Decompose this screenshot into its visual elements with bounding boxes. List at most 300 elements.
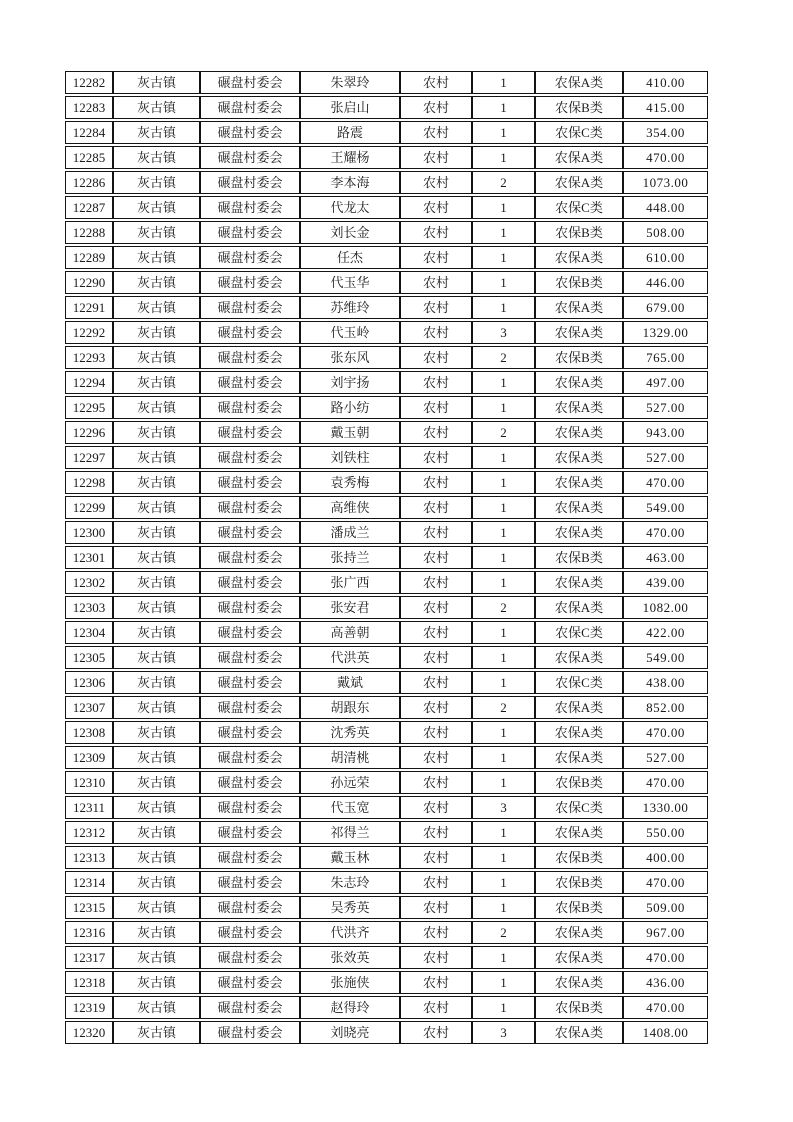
- cell-name: 高维侠: [300, 496, 400, 519]
- table-row: [65, 521, 708, 544]
- cell-name: 代龙太: [300, 196, 400, 219]
- cell-name: 张东风: [300, 346, 400, 369]
- cell-name: 赵得玲: [300, 996, 400, 1019]
- cell-residence: 农村: [400, 871, 472, 894]
- cell-residence: 农村: [400, 246, 472, 269]
- table-row: [65, 1021, 708, 1044]
- cell-count: 1: [472, 446, 535, 469]
- cell-amount: 1073.00: [623, 171, 708, 194]
- table-row: [65, 446, 708, 469]
- table-row: [65, 471, 708, 494]
- cell-village: 碾盘村委会: [200, 921, 300, 944]
- cell-residence: 农村: [400, 621, 472, 644]
- cell-id: 12296: [65, 421, 113, 444]
- cell-amount: 439.00: [623, 571, 708, 594]
- cell-town: 灰古镇: [113, 621, 200, 644]
- cell-category: 农保C类: [535, 796, 623, 819]
- cell-id: 12286: [65, 171, 113, 194]
- cell-name: 苏维玲: [300, 296, 400, 319]
- cell-residence: 农村: [400, 796, 472, 819]
- cell-count: 1: [472, 971, 535, 994]
- cell-name: 代洪英: [300, 646, 400, 669]
- cell-category: 农保A类: [535, 971, 623, 994]
- cell-residence: 农村: [400, 221, 472, 244]
- cell-name: 戴玉朝: [300, 421, 400, 444]
- cell-id: 12307: [65, 696, 113, 719]
- cell-category: 农保B类: [535, 271, 623, 294]
- cell-amount: 470.00: [623, 721, 708, 744]
- cell-id: 12288: [65, 221, 113, 244]
- cell-count: 1: [472, 371, 535, 394]
- table-row: [65, 171, 708, 194]
- cell-category: 农保B类: [535, 771, 623, 794]
- cell-residence: 农村: [400, 296, 472, 319]
- cell-town: 灰古镇: [113, 996, 200, 1019]
- cell-amount: 436.00: [623, 971, 708, 994]
- table-row: [65, 196, 708, 219]
- table-row: [65, 596, 708, 619]
- cell-id: 12291: [65, 296, 113, 319]
- table-row: [65, 371, 708, 394]
- cell-count: 1: [472, 221, 535, 244]
- cell-id: 12294: [65, 371, 113, 394]
- table-row: [65, 71, 708, 94]
- cell-category: 农保A类: [535, 71, 623, 94]
- cell-category: 农保C类: [535, 196, 623, 219]
- cell-village: 碾盘村委会: [200, 321, 300, 344]
- cell-category: 农保A类: [535, 321, 623, 344]
- table-row: [65, 346, 708, 369]
- cell-count: 1: [472, 571, 535, 594]
- cell-count: 1: [472, 396, 535, 419]
- cell-count: 3: [472, 321, 535, 344]
- cell-count: 1: [472, 896, 535, 919]
- cell-town: 灰古镇: [113, 871, 200, 894]
- cell-count: 1: [472, 146, 535, 169]
- cell-town: 灰古镇: [113, 521, 200, 544]
- benefit-roster-table: [65, 69, 708, 1046]
- roster-body: [65, 71, 708, 1044]
- cell-id: 12306: [65, 671, 113, 694]
- cell-category: 农保A类: [535, 446, 623, 469]
- cell-count: 1: [472, 196, 535, 219]
- cell-town: 灰古镇: [113, 946, 200, 969]
- cell-name: 张安君: [300, 596, 400, 619]
- cell-count: 2: [472, 921, 535, 944]
- cell-village: 碾盘村委会: [200, 821, 300, 844]
- cell-amount: 508.00: [623, 221, 708, 244]
- cell-amount: 549.00: [623, 496, 708, 519]
- cell-name: 张广西: [300, 571, 400, 594]
- table-row: [65, 921, 708, 944]
- cell-category: 农保A类: [535, 471, 623, 494]
- cell-id: 12315: [65, 896, 113, 919]
- cell-count: 1: [472, 846, 535, 869]
- cell-id: 12287: [65, 196, 113, 219]
- cell-category: 农保B类: [535, 871, 623, 894]
- cell-count: 3: [472, 796, 535, 819]
- cell-id: 12284: [65, 121, 113, 144]
- cell-town: 灰古镇: [113, 846, 200, 869]
- cell-amount: 679.00: [623, 296, 708, 319]
- cell-village: 碾盘村委会: [200, 246, 300, 269]
- cell-category: 农保C类: [535, 621, 623, 644]
- cell-village: 碾盘村委会: [200, 446, 300, 469]
- cell-count: 2: [472, 696, 535, 719]
- cell-count: 1: [472, 521, 535, 544]
- cell-id: 12316: [65, 921, 113, 944]
- cell-name: 张启山: [300, 96, 400, 119]
- cell-category: 农保A类: [535, 521, 623, 544]
- cell-town: 灰古镇: [113, 371, 200, 394]
- cell-village: 碾盘村委会: [200, 971, 300, 994]
- cell-residence: 农村: [400, 746, 472, 769]
- cell-category: 农保A类: [535, 171, 623, 194]
- cell-name: 路小纺: [300, 396, 400, 419]
- cell-id: 12299: [65, 496, 113, 519]
- cell-town: 灰古镇: [113, 221, 200, 244]
- cell-residence: 农村: [400, 371, 472, 394]
- cell-village: 碾盘村委会: [200, 396, 300, 419]
- cell-name: 刘晓亮: [300, 1021, 400, 1044]
- cell-id: 12311: [65, 796, 113, 819]
- cell-category: 农保B类: [535, 96, 623, 119]
- table-row: [65, 796, 708, 819]
- cell-amount: 448.00: [623, 196, 708, 219]
- cell-town: 灰古镇: [113, 671, 200, 694]
- cell-count: 1: [472, 246, 535, 269]
- cell-residence: 农村: [400, 346, 472, 369]
- cell-town: 灰古镇: [113, 121, 200, 144]
- cell-category: 农保B类: [535, 346, 623, 369]
- cell-id: 12310: [65, 771, 113, 794]
- cell-category: 农保A类: [535, 721, 623, 744]
- cell-town: 灰古镇: [113, 146, 200, 169]
- cell-village: 碾盘村委会: [200, 871, 300, 894]
- cell-count: 2: [472, 171, 535, 194]
- cell-residence: 农村: [400, 771, 472, 794]
- cell-town: 灰古镇: [113, 546, 200, 569]
- cell-category: 农保C类: [535, 671, 623, 694]
- cell-amount: 470.00: [623, 871, 708, 894]
- cell-village: 碾盘村委会: [200, 771, 300, 794]
- cell-name: 高善朝: [300, 621, 400, 644]
- cell-count: 1: [472, 871, 535, 894]
- table-row: [65, 396, 708, 419]
- table-row: [65, 721, 708, 744]
- cell-town: 灰古镇: [113, 346, 200, 369]
- cell-village: 碾盘村委会: [200, 996, 300, 1019]
- cell-residence: 农村: [400, 496, 472, 519]
- cell-count: 3: [472, 1021, 535, 1044]
- cell-village: 碾盘村委会: [200, 1021, 300, 1044]
- cell-name: 刘长金: [300, 221, 400, 244]
- cell-count: 2: [472, 596, 535, 619]
- cell-amount: 470.00: [623, 946, 708, 969]
- cell-count: 1: [472, 96, 535, 119]
- cell-village: 碾盘村委会: [200, 521, 300, 544]
- table-row: [65, 996, 708, 1019]
- cell-amount: 438.00: [623, 671, 708, 694]
- cell-name: 刘宇扬: [300, 371, 400, 394]
- cell-id: 12313: [65, 846, 113, 869]
- cell-id: 12314: [65, 871, 113, 894]
- cell-id: 12285: [65, 146, 113, 169]
- cell-town: 灰古镇: [113, 471, 200, 494]
- cell-category: 农保A类: [535, 921, 623, 944]
- cell-village: 碾盘村委会: [200, 721, 300, 744]
- cell-village: 碾盘村委会: [200, 371, 300, 394]
- cell-town: 灰古镇: [113, 196, 200, 219]
- cell-amount: 354.00: [623, 121, 708, 144]
- cell-id: 12289: [65, 246, 113, 269]
- cell-residence: 农村: [400, 146, 472, 169]
- cell-id: 12301: [65, 546, 113, 569]
- cell-category: 农保B类: [535, 896, 623, 919]
- cell-amount: 527.00: [623, 396, 708, 419]
- cell-village: 碾盘村委会: [200, 846, 300, 869]
- cell-name: 戴斌: [300, 671, 400, 694]
- cell-village: 碾盘村委会: [200, 196, 300, 219]
- cell-town: 灰古镇: [113, 971, 200, 994]
- cell-id: 12300: [65, 521, 113, 544]
- cell-id: 12297: [65, 446, 113, 469]
- table-row: [65, 121, 708, 144]
- cell-name: 朱翠玲: [300, 71, 400, 94]
- cell-village: 碾盘村委会: [200, 696, 300, 719]
- cell-amount: 765.00: [623, 346, 708, 369]
- cell-town: 灰古镇: [113, 696, 200, 719]
- cell-town: 灰古镇: [113, 596, 200, 619]
- cell-amount: 463.00: [623, 546, 708, 569]
- cell-category: 农保A类: [535, 296, 623, 319]
- cell-name: 代玉岭: [300, 321, 400, 344]
- cell-category: 农保A类: [535, 496, 623, 519]
- cell-amount: 446.00: [623, 271, 708, 294]
- table-row: [65, 496, 708, 519]
- cell-amount: 470.00: [623, 471, 708, 494]
- cell-residence: 农村: [400, 921, 472, 944]
- cell-id: 12318: [65, 971, 113, 994]
- cell-category: 农保A类: [535, 396, 623, 419]
- cell-category: 农保A类: [535, 946, 623, 969]
- cell-name: 胡跟东: [300, 696, 400, 719]
- cell-id: 12283: [65, 96, 113, 119]
- cell-village: 碾盘村委会: [200, 171, 300, 194]
- cell-name: 吴秀英: [300, 896, 400, 919]
- cell-village: 碾盘村委会: [200, 346, 300, 369]
- cell-town: 灰古镇: [113, 571, 200, 594]
- cell-category: 农保A类: [535, 596, 623, 619]
- cell-residence: 农村: [400, 196, 472, 219]
- cell-residence: 农村: [400, 646, 472, 669]
- cell-category: 农保B类: [535, 221, 623, 244]
- table-row: [65, 221, 708, 244]
- cell-town: 灰古镇: [113, 921, 200, 944]
- cell-town: 灰古镇: [113, 396, 200, 419]
- table-row: [65, 646, 708, 669]
- cell-amount: 1329.00: [623, 321, 708, 344]
- cell-residence: 农村: [400, 521, 472, 544]
- cell-name: 代玉宽: [300, 796, 400, 819]
- cell-name: 代洪齐: [300, 921, 400, 944]
- cell-residence: 农村: [400, 321, 472, 344]
- cell-village: 碾盘村委会: [200, 271, 300, 294]
- cell-amount: 1082.00: [623, 596, 708, 619]
- table-row: [65, 571, 708, 594]
- cell-amount: 410.00: [623, 71, 708, 94]
- cell-amount: 400.00: [623, 846, 708, 869]
- cell-id: 12305: [65, 646, 113, 669]
- cell-id: 12293: [65, 346, 113, 369]
- cell-category: 农保A类: [535, 696, 623, 719]
- cell-residence: 农村: [400, 571, 472, 594]
- cell-count: 1: [472, 646, 535, 669]
- cell-amount: 527.00: [623, 446, 708, 469]
- cell-category: 农保A类: [535, 646, 623, 669]
- cell-category: 农保A类: [535, 246, 623, 269]
- cell-town: 灰古镇: [113, 271, 200, 294]
- cell-name: 袁秀梅: [300, 471, 400, 494]
- cell-town: 灰古镇: [113, 721, 200, 744]
- cell-village: 碾盘村委会: [200, 621, 300, 644]
- cell-residence: 农村: [400, 471, 472, 494]
- cell-category: 农保B类: [535, 546, 623, 569]
- cell-count: 1: [472, 121, 535, 144]
- cell-residence: 农村: [400, 821, 472, 844]
- cell-id: 12282: [65, 71, 113, 94]
- cell-residence: 农村: [400, 421, 472, 444]
- cell-category: 农保B类: [535, 846, 623, 869]
- cell-count: 1: [472, 946, 535, 969]
- cell-id: 12320: [65, 1021, 113, 1044]
- cell-amount: 549.00: [623, 646, 708, 669]
- cell-village: 碾盘村委会: [200, 121, 300, 144]
- cell-name: 祁得兰: [300, 821, 400, 844]
- table-row: [65, 546, 708, 569]
- cell-category: 农保A类: [535, 571, 623, 594]
- cell-amount: 415.00: [623, 96, 708, 119]
- cell-amount: 497.00: [623, 371, 708, 394]
- table-row: [65, 946, 708, 969]
- table-row: [65, 821, 708, 844]
- cell-residence: 农村: [400, 446, 472, 469]
- table-row: [65, 846, 708, 869]
- cell-count: 1: [472, 821, 535, 844]
- cell-name: 路震: [300, 121, 400, 144]
- cell-amount: 422.00: [623, 621, 708, 644]
- cell-village: 碾盘村委会: [200, 546, 300, 569]
- cell-amount: 852.00: [623, 696, 708, 719]
- cell-id: 12302: [65, 571, 113, 594]
- cell-amount: 943.00: [623, 421, 708, 444]
- cell-village: 碾盘村委会: [200, 296, 300, 319]
- cell-residence: 农村: [400, 96, 472, 119]
- cell-amount: 470.00: [623, 996, 708, 1019]
- cell-amount: 470.00: [623, 771, 708, 794]
- cell-name: 孙远荣: [300, 771, 400, 794]
- cell-town: 灰古镇: [113, 171, 200, 194]
- table-row: [65, 246, 708, 269]
- cell-town: 灰古镇: [113, 321, 200, 344]
- cell-residence: 农村: [400, 971, 472, 994]
- cell-count: 2: [472, 421, 535, 444]
- cell-count: 1: [472, 546, 535, 569]
- cell-residence: 农村: [400, 671, 472, 694]
- cell-count: 1: [472, 746, 535, 769]
- cell-id: 12292: [65, 321, 113, 344]
- cell-count: 1: [472, 621, 535, 644]
- cell-count: 1: [472, 271, 535, 294]
- cell-amount: 509.00: [623, 896, 708, 919]
- cell-residence: 农村: [400, 1021, 472, 1044]
- cell-village: 碾盘村委会: [200, 646, 300, 669]
- cell-amount: 527.00: [623, 746, 708, 769]
- cell-name: 王耀杨: [300, 146, 400, 169]
- table-row: [65, 971, 708, 994]
- table-row: [65, 896, 708, 919]
- cell-count: 1: [472, 296, 535, 319]
- table-row: [65, 96, 708, 119]
- table-row: [65, 421, 708, 444]
- cell-name: 任杰: [300, 246, 400, 269]
- cell-count: 1: [472, 671, 535, 694]
- cell-town: 灰古镇: [113, 496, 200, 519]
- table-row: [65, 146, 708, 169]
- cell-village: 碾盘村委会: [200, 746, 300, 769]
- cell-town: 灰古镇: [113, 96, 200, 119]
- cell-category: 农保A类: [535, 1021, 623, 1044]
- cell-village: 碾盘村委会: [200, 571, 300, 594]
- benefit-roster: [65, 69, 708, 1046]
- cell-category: 农保A类: [535, 371, 623, 394]
- cell-residence: 农村: [400, 71, 472, 94]
- table-row: [65, 771, 708, 794]
- table-row: [65, 746, 708, 769]
- table-row: [65, 321, 708, 344]
- cell-town: 灰古镇: [113, 746, 200, 769]
- cell-village: 碾盘村委会: [200, 896, 300, 919]
- cell-category: 农保A类: [535, 746, 623, 769]
- cell-town: 灰古镇: [113, 446, 200, 469]
- cell-village: 碾盘村委会: [200, 221, 300, 244]
- cell-residence: 农村: [400, 896, 472, 919]
- cell-count: 1: [472, 496, 535, 519]
- cell-count: 1: [472, 721, 535, 744]
- cell-village: 碾盘村委会: [200, 471, 300, 494]
- cell-id: 12298: [65, 471, 113, 494]
- cell-residence: 农村: [400, 696, 472, 719]
- cell-town: 灰古镇: [113, 896, 200, 919]
- cell-name: 朱志玲: [300, 871, 400, 894]
- cell-id: 12317: [65, 946, 113, 969]
- cell-residence: 农村: [400, 946, 472, 969]
- cell-name: 代玉华: [300, 271, 400, 294]
- cell-name: 张施侠: [300, 971, 400, 994]
- cell-name: 李本海: [300, 171, 400, 194]
- table-row: [65, 871, 708, 894]
- cell-residence: 农村: [400, 121, 472, 144]
- cell-name: 潘成兰: [300, 521, 400, 544]
- cell-residence: 农村: [400, 271, 472, 294]
- cell-village: 碾盘村委会: [200, 496, 300, 519]
- cell-name: 沈秀英: [300, 721, 400, 744]
- cell-town: 灰古镇: [113, 646, 200, 669]
- cell-residence: 农村: [400, 721, 472, 744]
- cell-village: 碾盘村委会: [200, 71, 300, 94]
- cell-residence: 农村: [400, 996, 472, 1019]
- table-row: [65, 671, 708, 694]
